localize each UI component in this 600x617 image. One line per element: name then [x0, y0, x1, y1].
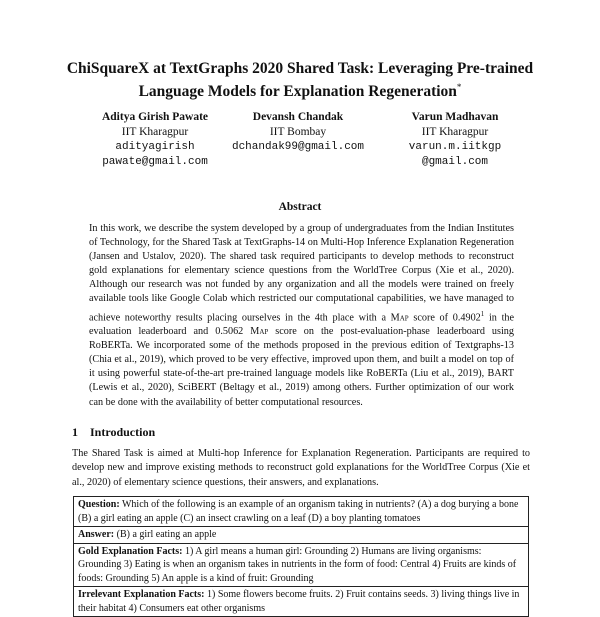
intro-paragraph: The Shared Task is aimed at Multi-hop Inference for Explanation Regeneration. Participants are required to develop new and improve existing methods to reconstruct gold explanations for the WorldTree Corpus (Xie et al., 2020) of elementary science questions, their answers, and explanations.: [72, 448, 530, 488]
gold-facts-label: Gold Explanation Facts:: [78, 545, 183, 557]
map-metric: Map: [250, 326, 269, 338]
title-line-2: Language Models for Explanation Regeneration: [138, 83, 457, 101]
paper-title: [60, 60, 540, 101]
author-3: [380, 110, 530, 170]
author-2: [218, 110, 378, 155]
section-heading: [72, 425, 155, 440]
section-title: Introduction: [90, 425, 156, 439]
table-row: [74, 587, 529, 617]
answer-label: Answer:: [78, 529, 115, 540]
title-line-1: ChiSquareX at TextGraphs 2020 Shared Task: Leveraging Pre-trained: [66, 60, 534, 77]
author-affiliation: IIT Kharagpur: [421, 126, 489, 138]
abstract-text-3: in the evaluation leaderboard and 0.5062: [89, 311, 515, 338]
gold-facts-cell: [74, 543, 529, 587]
table-row: [74, 527, 529, 544]
author-name: Varun Madhavan: [411, 111, 499, 123]
author-email-line-1: varun.m.iitkgp: [408, 141, 502, 153]
abstract-text-2: score of 0.4902: [408, 311, 481, 323]
table-row: [74, 497, 529, 527]
question-cell: [74, 497, 529, 527]
author-affiliation: IIT Kharagpur: [121, 126, 189, 138]
title-footnote-mark: *: [456, 82, 462, 92]
abstract-body: [89, 222, 514, 410]
question-label: Question:: [78, 499, 120, 510]
answer-cell: [74, 527, 529, 544]
author-email-line-1: adityagirish: [115, 141, 195, 153]
author-name: Devansh Chandak: [252, 111, 344, 123]
abstract-text-1: In this work, we describe the system developed by a group of undergraduates from the Indian Institutes of Technology, for the Shared Task at TextGraphs-14 on Multi-Hop Inference Explanation Regeneration (Jansen and Ustalov, 2020). The shared task required participants to develop methods to reconstruct gold explanations for elementary science questions from the WorldTree Corpus (Xie et al., 2020). Although our research was not funded by any organization and all the models were trained on freely available tools like Google Colab which restricted our computational capabilities, we have managed to achieve noteworthy results placing ourselves in the 4th place with a: [89, 223, 514, 323]
footnote-ref: 1: [480, 309, 485, 318]
author-email-line-1: dchandak99@gmail.com: [231, 141, 365, 153]
example-table: [73, 496, 529, 617]
abstract-heading: Abstract: [278, 201, 322, 213]
answer-text: (B) a girl eating an apple: [114, 529, 217, 540]
author-email-line-2: pawate@gmail.com: [102, 156, 208, 168]
question-text: Which of the following is an example of an organism taking in nutrients? (A) a dog burying a bone (B) a girl eating an apple (C) an insect crawling on a leaf (D) a boy planting tomatoes: [78, 499, 519, 524]
gold-facts-text: 1) A girl means a human girl: Grounding 2) Humans are living organisms: Grounding 3) Eating is when an organism takes in nutrients in the form of food: Central 4) Fruits are kinds of foods: Grounding 5) An apple is a kind of fruit: Grounding: [78, 545, 517, 584]
author-email-line-2: @gmail.com: [421, 156, 488, 168]
irrelevant-facts-text: 1) Some flowers become fruits. 2) Fruit contains seeds. 3) living things live in their habitat 4) Consumers eat other organisms: [78, 589, 520, 614]
irrelevant-facts-label: Irrelevant Explanation Facts:: [78, 589, 205, 600]
section-number: 1: [72, 425, 78, 439]
author-name: Aditya Girish Pawate: [101, 111, 209, 123]
table-row: [74, 543, 529, 587]
abstract-text-4: score on the post-evaluation-phase leaderboard using RoBERTa. We incorporated some of the methods proposed in the previous edition of Textgraphs-13 (Chia et al., 2019), which proved to be very effective, improved upon them, and built a model on top of it using powerful state-of-the-art pre-trained language models like RoBERTa (Liu et al., 2019), BART (Lewis et al., 2020), SciBERT (Beltagy et al., 2019) among others. Further optimization of our work can be done with the availability of better computational resources.: [89, 326, 514, 408]
author-1: [80, 110, 230, 170]
map-metric: Map: [390, 311, 409, 323]
irrelevant-facts-cell: [74, 587, 529, 617]
author-affiliation: IIT Bombay: [269, 126, 327, 138]
